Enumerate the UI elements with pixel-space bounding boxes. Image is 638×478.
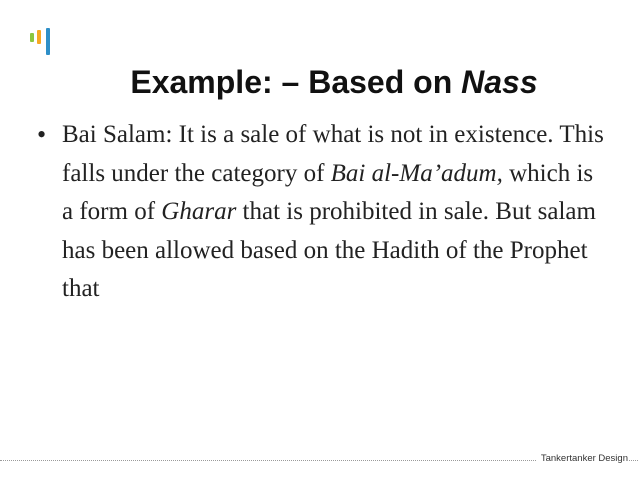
bullet-text: [62, 116, 607, 309]
logo-bar-blue: [46, 28, 50, 55]
brand-logo-icon: [30, 28, 56, 56]
bullet-part-2: which is a form of: [62, 159, 594, 225]
title-prefix: Example: – Based on: [130, 64, 462, 100]
title-emphasis: Nass: [461, 64, 538, 100]
bullet-part-1: Bai Salam: It is a sale of what is not in existence. This falls under the category of: [62, 121, 604, 187]
bullet-dot-icon: •: [37, 120, 47, 149]
logo-bar-orange: [37, 30, 41, 44]
slide-title: [0, 64, 638, 101]
logo-bar-green: [30, 33, 34, 42]
bullet-italic-gharar: Gharar: [161, 198, 237, 225]
bullet-part-3: that is prohibited in sale. But salam has been allowed based on the Hadith of the Prophet that: [62, 198, 596, 302]
footer-credit: Tankertanker Design: [537, 453, 628, 464]
bullet-italic-bai-al-maadum: Bai al-Ma’adum,: [330, 159, 503, 187]
